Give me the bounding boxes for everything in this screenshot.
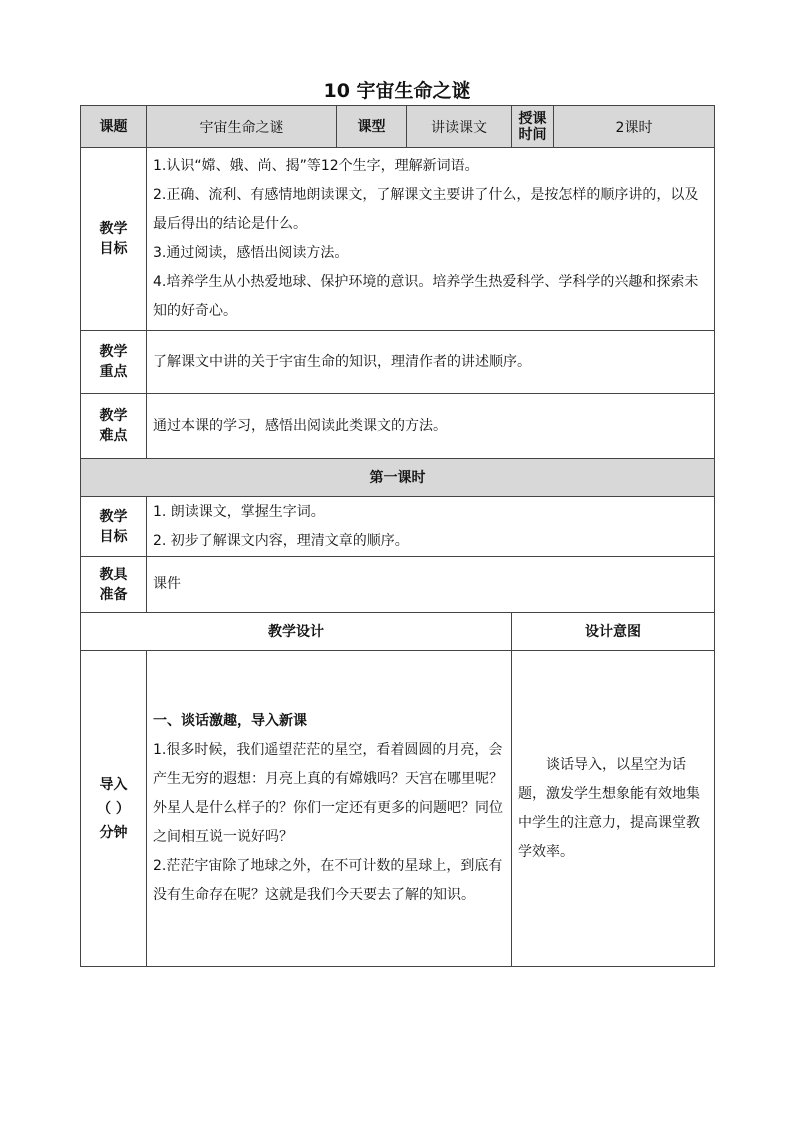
intro-paragraph-2: 2.茫茫宇宙除了地球之外，在不可计数的星球上，到底有没有生命存在呢？这就是我们今天要去了解的知识。 bbox=[153, 858, 503, 903]
page-title: 10 宇宙生命之谜 bbox=[323, 80, 471, 102]
intro-subheading: 一、谈话激趣，导入新课 bbox=[153, 713, 307, 729]
goals-content bbox=[147, 148, 715, 331]
time-label bbox=[512, 106, 554, 148]
focus-label-line-2: 重点 bbox=[99, 364, 128, 380]
prep-label bbox=[81, 557, 147, 613]
prep-label-line-1: 教具 bbox=[99, 566, 128, 583]
goals-label-line-1: 教学 bbox=[99, 221, 128, 237]
lesson1-goals-label-line-1: 教学 bbox=[99, 508, 128, 525]
goal-item: 3.通过阅读，感悟出阅读方法。 bbox=[153, 245, 349, 261]
intro-intent bbox=[512, 651, 715, 967]
focus-content bbox=[147, 331, 715, 394]
lesson1-heading: 第一课时 bbox=[81, 459, 715, 497]
difficulty-label-line-2: 难点 bbox=[99, 428, 128, 444]
difficulty-text: 通过本课的学习，感悟出阅读此类课文的方法。 bbox=[153, 417, 447, 434]
intro-label-line-3: 分钟 bbox=[99, 824, 128, 841]
intro-label-line-1: 导入 bbox=[99, 776, 128, 793]
intro-label bbox=[81, 651, 147, 967]
time-label-line-1: 授课 bbox=[518, 110, 547, 127]
goal-item: 4.培养学生从小热爱地球、保护环境的意识。培养学生热爱科学、学科学的兴趣和探索未知的好奇心。 bbox=[153, 274, 699, 319]
lesson1-goals-label bbox=[81, 497, 147, 557]
time-label-line-2: 时间 bbox=[518, 126, 547, 143]
difficulty-label-line-1: 教学 bbox=[99, 408, 128, 424]
type-value: 讲读课文 bbox=[407, 106, 512, 148]
intro-paragraph-1: 1.很多时候，我们遥望茫茫的星空，看着圆圆的月亮，会产生无穷的遐想：月亮上真的有嫦娥吗？天宫在哪里呢？外星人是什么样子的？你们一定还有更多的问题吧？同位之间相互说一说好吗？ bbox=[153, 742, 503, 845]
difficulty-content bbox=[147, 394, 715, 459]
lesson1-goal-item: 2. 初步了解课文内容，理清文章的顺序。 bbox=[153, 532, 409, 549]
prep-content bbox=[147, 557, 715, 613]
prep-value: 课件 bbox=[153, 576, 181, 592]
goals-row bbox=[81, 148, 715, 331]
difficulty-label bbox=[81, 394, 147, 459]
focus-label-line-1: 教学 bbox=[99, 344, 128, 360]
focus-label bbox=[81, 331, 147, 394]
intent-label: 设计意图 bbox=[512, 613, 715, 651]
prep-label-line-2: 准备 bbox=[99, 586, 128, 603]
lesson-plan-table bbox=[80, 105, 715, 967]
goals-label-line-2: 目标 bbox=[99, 241, 128, 257]
intro-content bbox=[147, 651, 512, 967]
lesson1-goals-row bbox=[81, 497, 715, 557]
header-row bbox=[81, 106, 715, 148]
time-value: 2课时 bbox=[554, 106, 715, 148]
design-label: 教学设计 bbox=[81, 613, 512, 651]
intro-intent-text: 谈话导入，以星空为话题，激发学生想象能有效地集中学生的注意力，提高课堂教学效率。 bbox=[518, 756, 700, 860]
lesson1-goals-content bbox=[147, 497, 715, 557]
topic-label: 课题 bbox=[81, 106, 147, 148]
intro-row bbox=[81, 651, 715, 967]
design-header-row bbox=[81, 613, 715, 651]
focus-row bbox=[81, 331, 715, 394]
goal-item: 2.正确、流利、有感情地朗读课文，了解课文主要讲了什么，是按怎样的顺序讲的，以及最后得出的结论是什么。 bbox=[153, 187, 699, 232]
type-label: 课型 bbox=[337, 106, 407, 148]
difficulty-row bbox=[81, 394, 715, 459]
intro-label-line-2: （ ） bbox=[97, 800, 130, 817]
lesson1-goals-label-line-2: 目标 bbox=[99, 528, 128, 545]
focus-text: 了解课文中讲的关于宇宙生命的知识，理清作者的讲述顺序。 bbox=[153, 353, 531, 370]
topic-value: 宇宙生命之谜 bbox=[147, 106, 337, 148]
lesson1-goal-item: 1. 朗读课文，掌握生字词。 bbox=[153, 503, 325, 520]
prep-row bbox=[81, 557, 715, 613]
goal-item: 1.认识“嫦、娥、尚、揭”等12个生字，理解新词语。 bbox=[153, 158, 479, 174]
goals-label bbox=[81, 148, 147, 331]
lesson1-heading-row bbox=[81, 459, 715, 497]
